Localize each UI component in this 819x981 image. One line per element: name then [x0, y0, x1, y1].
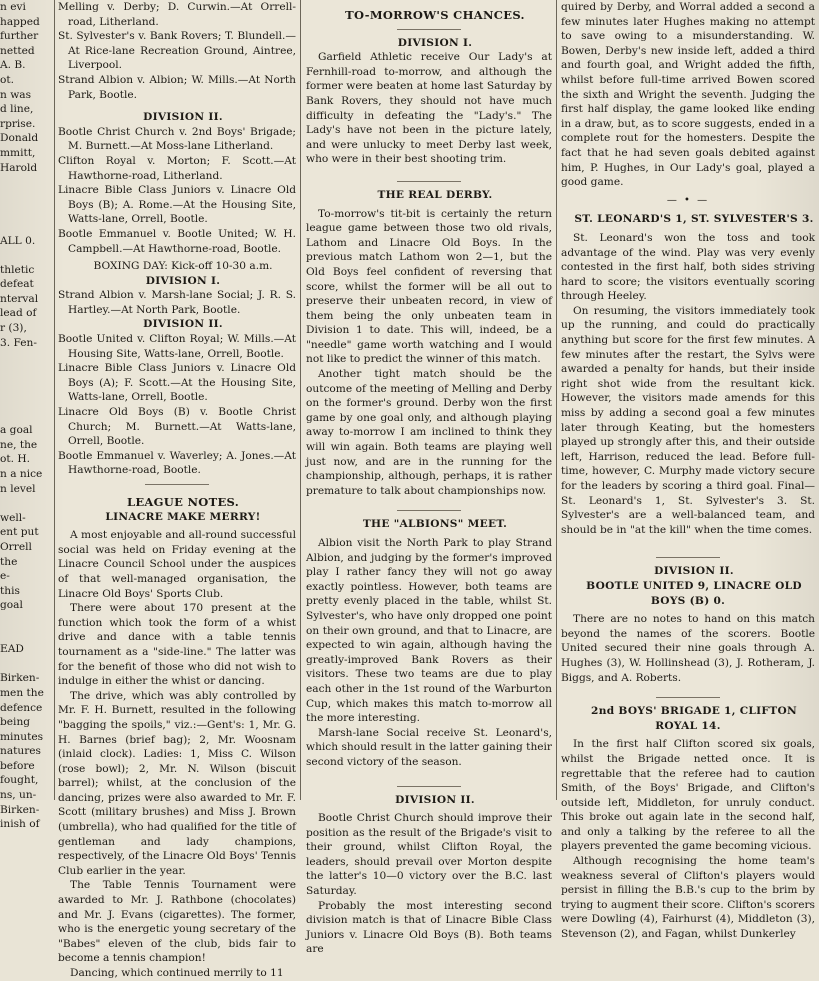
fixture-entry: Linacre Bible Class Juniors v. Linacre Old Boys (A); F. Scott.—At the Housing Site, Watts-lane, Orrell, Bootle.	[58, 362, 296, 404]
cropped-text-line: the	[0, 555, 18, 568]
article-paragraph: Another tight match should be the outcome of the meeting of Melling and Derby on the former's ground. Derby won the first game by one goal only, and although playing away to-morrow I am inclined to think they will win again. Both teams are playing well just now, and are in the running for the championship, although, perhaps, it is rather premature to talk about championships now.	[306, 368, 552, 497]
division-heading: DIVISION II.	[395, 793, 475, 806]
cropped-text-line: netted	[0, 44, 35, 57]
cropped-text-line: thletic	[0, 263, 35, 276]
section-heading: BOOTLE UNITED 9, LINACRE OLD BOYS (B) 0.	[586, 579, 802, 607]
division-heading: DIVISION I.	[145, 274, 221, 287]
article-paragraph: Bootle Christ Church should improve their position as the result of the Brigade's visit to their ground, whilst Clifton Royal, the leaders, should prevail over Morton despite the latter's 10—0 victory over the B.C. last Saturday.	[306, 812, 552, 898]
cropped-text-line: Harold	[0, 161, 38, 174]
cropped-text-line	[0, 409, 52, 424]
division-heading: DIVISION II.	[654, 565, 734, 578]
article-paragraph: The drive, which was ably controlled by Mr. F. H. Burnett, resulted in the following "bagging the spoils," viz.:—Gent's: 1, Mr. G. H. Barnes (brief bag); 2, Mr. Woosnam (inlaid clock). Ladies: 1, Miss C. Wilson (rose bowl); 2, Mr. N. Wilson (biscuit barrel); whilst, at the conclusion of the dancing, prizes were also awarded to Mr. F. Scott (military brushes) and Miss J. Brown (umbrella), who had qualified for the title of gentleman and lady champions, respectively, of the Linacre Old Boys' Tennis Club earlier in the year.	[58, 689, 297, 877]
cropped-text-line	[0, 248, 52, 263]
article-paragraph: In the first half Clifton scored six goals, whilst the Brigade netted once. It is regrettable that the referee had to caution Smith, of the Boys' Brigade, and Clifton's outside left, Middleton, for unruly conduct. This broke out again late in the second half, and only a talking by the referee to all the players prevented the game becoming vicious.	[561, 738, 815, 853]
cropped-text-line	[0, 613, 52, 628]
cropped-text-line: defeat	[0, 278, 34, 291]
section-heading: ST. LEONARD'S 1, ST. SYLVESTER'S 3.	[574, 213, 814, 226]
section-subheading: LINACRE MAKE MERRY!	[105, 510, 261, 523]
cropped-text-line: mmitt,	[0, 146, 36, 159]
cropped-text-line	[0, 175, 52, 190]
cropped-text-line: ent put	[0, 526, 39, 539]
article-paragraph: On resuming, the visitors immediately took up the running, and could do practically anything but score for the first few minutes. A few minutes after the restart, the Sylvs were awarded a penalty for hands, but their inside right shot wide from the resultant kick. However, the visitors made amends for this miss by adding a second goal a few minutes later through Keating, but the homesters played up strongly after this, and their outside left, Harrison, reduced the lead. Before full-time, however, C. Murphy made victory secure for the leaders by scoring a third goal. Final—St. Leonard's 1, St. Sylvester's 3. St. Sylvester's are a well-balanced team, and should be in "at the kill" when the time comes.	[561, 304, 815, 536]
cropped-text-line: defence	[0, 701, 43, 714]
cropped-text-line: lead of	[0, 307, 37, 320]
cropped-text-line: being	[0, 716, 31, 729]
cropped-text-line	[0, 628, 52, 643]
boxing-day-line: BOXING DAY: Kick-off 10-30 a.m.	[93, 260, 273, 273]
division-heading: DIVISION I.	[397, 36, 473, 49]
fixture-entry: St. Sylvester's v. Bank Rovers; T. Blundell.—At Rice-lane Recreation Ground, Aintree, Liverpool.	[58, 30, 296, 72]
fixture-entry: Melling v. Derby; D. Curwin.—At Orrell-road, Litherland.	[58, 1, 296, 28]
cropped-text-line: further	[0, 30, 39, 43]
cropped-text-line	[0, 657, 52, 672]
cropped-text-line: well-	[0, 511, 26, 524]
cropped-text-line: d line,	[0, 103, 34, 116]
cropped-text-line	[0, 394, 52, 409]
cropped-text-line: happed	[0, 15, 40, 28]
section-divider	[397, 181, 461, 182]
cropped-text-line: ne, the	[0, 438, 38, 451]
cropped-text-line: Birken-	[0, 672, 40, 685]
cropped-text-line	[0, 190, 52, 205]
fixture-entry: Linacre Old Boys (B) v. Bootle Christ Church; M. Burnett.—At Watts-lane, Orrell, Bootle.	[58, 406, 296, 448]
cropped-text-line: before	[0, 759, 35, 772]
cropped-text-line: this	[0, 584, 20, 597]
cropped-text-line: inish of	[0, 818, 40, 831]
fixture-entry: Linacre Bible Class Juniors v. Linacre Old Boys (B); A. Rome.—At the Housing Site, Watts-lane, Orrell, Bootle.	[58, 184, 296, 226]
chances-column	[306, 0, 552, 956]
section-heading: THE "ALBIONS" MEET.	[362, 518, 508, 531]
section-heading: 2nd BOYS' BRIGADE 1, CLIFTON ROYAL 14.	[591, 705, 797, 732]
cropped-text-line: n evi	[0, 1, 26, 13]
section-divider	[656, 557, 720, 558]
column-rule	[556, 0, 557, 800]
cropped-text-line: e-	[0, 570, 10, 583]
fixtures-column	[58, 0, 297, 979]
article-paragraph: Although recognising the home team's weakness several of Clifton's players would persist in filling the B.B.'s cup to the brim by trying to augment their score. Clifton's scorers were Dowling (4), Fairhurst (4), Middleton (3), Stevenson (2), and Fagan, whilst Dunkerley	[561, 855, 815, 941]
cropped-text-line	[0, 496, 52, 511]
cropped-text-line: Orrell	[0, 540, 32, 553]
article-paragraph: Albion visit the North Park to play Strand Albion, and judging by the former's improved play I rather fancy they will not go away exactly pointless. However, both teams are pretty evenly placed in the table, whilst St. Sylvester's, who have only dropped one point on their own ground, and that to Linacre, are expected to win again, although having the greatly-improved Bank Rovers as their visitors. These two teams are due to play each other in the 1st round of the Warburton Cup, which makes this match to-morrow all the more interesting.	[306, 537, 552, 725]
division-heading: DIVISION II.	[143, 111, 223, 124]
cropped-text-line: n level	[0, 482, 36, 495]
article-paragraph: To-morrow's tit-bit is certainly the return league game between those two old rivals, Lathom and Linacre Old Boys. In the previous match Lathom won 2—1, but the Old Boys feel confident of reversing that score, whilst the former will be all out to preserve their unbeaten record, in view of them being the only unbeaten team in Division 1 to date. This will, indeed, be a "needle" game worth watching and I would not like to predict the winner of this match.	[306, 207, 552, 366]
column-rule	[54, 0, 55, 800]
cropped-text-line	[0, 365, 52, 380]
fixture-entry: Bootle United v. Clifton Royal; W. Mills.—At Housing Site, Watts-lane, Orrell, Bootle.	[58, 333, 296, 360]
cropped-text-line: 3. Fen-	[0, 336, 37, 349]
article-paragraph: quired by Derby, and Worral added a second a few minutes later Hughes making no attempt to save owing to a misunderstanding. W. Bowen, Derby's new inside left, added a third and fourth goal, and Wright added the fifth, whilst before full-time arrived Bowen scored the sixth and Wright the seventh. Judging the first half display, the game looked like ending in a draw, but, as to score suggests, ended in a complete rout for the homesters. Despite the fact that he had seven goals debited against him, P. Hughes, in Our Lady's goal, played a good game.	[561, 1, 815, 189]
column-rule	[300, 0, 301, 800]
section-heading: TO-MORROW'S CHANCES.	[345, 8, 525, 22]
cropped-text-line: minutes	[0, 730, 44, 743]
division-heading: DIVISION II.	[143, 318, 223, 331]
cropped-text-line: Donald	[0, 132, 39, 145]
fixture-entry: Bootle Emmanuel v. Waverley; A. Jones.—At Hawthorne-road, Bootle.	[58, 449, 296, 477]
article-paragraph: There are no notes to hand on this match beyond the names of the scorers. Bootle United secured their nine goals through A. Hughes (3), W. Hollinshead (3), J. Rotheram, J. Biggs, and A. Roberts.	[561, 613, 815, 684]
cropped-text-line: ot. H.	[0, 453, 30, 466]
cropped-text-line	[0, 350, 52, 365]
cropped-text-line	[0, 379, 52, 394]
section-divider	[145, 484, 209, 485]
cropped-text-line: A. B.	[0, 59, 26, 72]
cropped-text-line: goal	[0, 599, 23, 612]
section-divider	[397, 29, 461, 30]
cropped-text-line: Birken-	[0, 803, 40, 816]
cropped-text-line: rprise.	[0, 117, 36, 130]
results-column	[561, 0, 815, 941]
cropped-text-line: natures	[0, 745, 41, 758]
section-divider	[397, 786, 461, 787]
cropped-text-line: ot.	[0, 73, 15, 86]
article-paragraph: Dancing, which continued merrily to 11	[70, 967, 284, 979]
article-paragraph: Marsh-lane Social receive St. Leonard's, which should result in the latter gaining their second victory of the season.	[306, 726, 552, 768]
fixture-entry: Bootle Christ Church v. 2nd Boys' Brigade; M. Burnett.—At Moss-lane Litherland.	[58, 125, 296, 153]
cropped-text-line: EAD	[0, 643, 24, 656]
cropped-text-line: ns, un-	[0, 789, 37, 802]
fixture-entry: Strand Albion v. Marsh-lane Social; J. R. S. Hartley.—At North Park, Bootle.	[58, 289, 296, 316]
cropped-left-column	[0, 0, 52, 831]
cropped-text-line: a goal	[0, 424, 33, 437]
cropped-text-line: r (3),	[0, 322, 27, 335]
fixture-entry: Bootle Emmanuel v. Bootle United; W. H. Campbell.—At Hawthorne-road, Bootle.	[58, 227, 296, 255]
section-divider: — • —	[666, 194, 710, 206]
cropped-text-line: men the	[0, 686, 44, 699]
cropped-text-line: n was	[0, 88, 32, 101]
cropped-text-line: ALL 0.	[0, 234, 36, 247]
section-heading: THE REAL DERBY.	[377, 188, 493, 201]
article-paragraph: Probably the most interesting second division match is that of Linacre Bible Class Juniors v. Linacre Old Boys (B). Both teams are	[306, 899, 552, 956]
section-heading: LEAGUE NOTES.	[126, 495, 240, 509]
article-paragraph: There were about 170 present at the function which took the form of a whist drive and dance with a table tennis tournament as a "side-line." The latter was for the benefit of those who did not wish to indulge in either the whist or dancing.	[58, 602, 296, 688]
section-divider	[656, 697, 720, 698]
cropped-text-line: n a nice	[0, 468, 43, 480]
article-paragraph: Garfield Athletic receive Our Lady's at Fernhill-road to-morrow, and although the former were beaten at home last Saturday by Bank Rovers, they should not have much difficulty in defeating the "Lady's." The Lady's have not been in the picture lately, and were unlucky to meet Derby last week, who were in their best shooting trim.	[306, 51, 552, 166]
cropped-text-line	[0, 219, 52, 234]
fixture-entry: Clifton Royal v. Morton; F. Scott.—At Hawthorne-road, Litherland.	[58, 154, 296, 182]
article-paragraph: The Table Tennis Tournament were awarded to Mr. J. Rathbone (chocolates) and Mr. J. Evans (cigarettes). The former, who is the energetic young secretary of the "Babes" eleven of the club, bids fair to become a tennis champion!	[58, 879, 296, 965]
cropped-text-line: nterval	[0, 292, 39, 305]
section-divider	[397, 510, 461, 511]
fixture-entry: Strand Albion v. Albion; W. Mills.—At North Park, Bootle.	[58, 73, 296, 101]
cropped-text-line	[0, 204, 52, 219]
article-paragraph: St. Leonard's won the toss and took advantage of the wind. Play was very evenly contested in the first half, both sides striving hard to score; the visitors eventually scoring through Heeley.	[561, 231, 815, 303]
article-paragraph: A most enjoyable and all-round successful social was held on Friday evening at the Linacre Council School under the auspices of that well-managed organisation, the Linacre Old Boys' Sports Club.	[58, 529, 296, 600]
cropped-text-line: fought,	[0, 774, 39, 787]
